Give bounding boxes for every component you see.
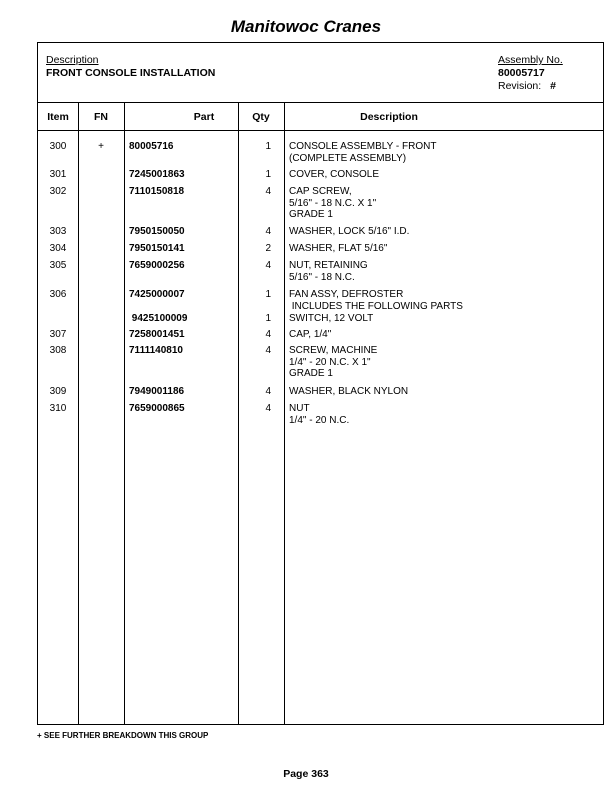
- part-description: WASHER, FLAT 5/16": [289, 243, 388, 254]
- part-number: 7110150818: [129, 186, 185, 197]
- part-number: 80005716: [129, 141, 174, 152]
- part-description: FAN ASSY, DEFROSTER INCLUDES THE FOLLOWING PARTS: [289, 289, 463, 312]
- column-header-part: Part: [193, 111, 215, 123]
- part-description: SWITCH, 12 VOLT: [289, 313, 374, 324]
- part-description: CONSOLE ASSEMBLY - FRONT (COMPLETE ASSEMBLY): [289, 141, 437, 164]
- item-number: 301: [49, 169, 67, 180]
- item-number: 307: [49, 329, 67, 340]
- item-number: 310: [49, 403, 67, 414]
- column-header-row: [38, 103, 603, 131]
- assembly-header: [38, 43, 603, 103]
- column-divider: [124, 103, 125, 724]
- revision-label: Revision:: [498, 80, 542, 92]
- footnote: + SEE FURTHER BREAKDOWN THIS GROUP: [37, 731, 209, 740]
- quantity: 4: [265, 260, 271, 271]
- column-header-qty: Qty: [252, 111, 270, 123]
- quantity: 1: [265, 169, 271, 180]
- column-header-description: Description: [360, 111, 418, 123]
- part-description: CAP, 1/4": [289, 329, 332, 340]
- item-number: 306: [49, 289, 67, 300]
- item-number: 304: [49, 243, 67, 254]
- part-description: NUT, RETAINING 5/16" - 18 N.C.: [289, 260, 368, 283]
- column-divider: [78, 103, 79, 724]
- quantity: 4: [265, 186, 271, 197]
- revision-value: #: [550, 80, 556, 92]
- part-number: 7425000007: [129, 289, 185, 300]
- part-description: COVER, CONSOLE: [289, 169, 380, 180]
- quantity: 2: [265, 243, 271, 254]
- part-description: WASHER, BLACK NYLON: [289, 386, 409, 397]
- quantity: 4: [265, 345, 271, 356]
- part-description: CAP SCREW, 5/16" - 18 N.C. X 1" GRADE 1: [289, 186, 377, 220]
- quantity: 4: [265, 226, 271, 237]
- column-header-fn: FN: [94, 111, 108, 123]
- quantity: 1: [265, 141, 271, 152]
- revision-line: [498, 80, 563, 93]
- part-number: 7659000865: [129, 403, 185, 414]
- item-number: 300: [49, 141, 67, 152]
- item-number: 302: [49, 186, 67, 197]
- quantity: 4: [265, 403, 271, 414]
- quantity: 1: [265, 289, 271, 300]
- part-number: 7950150050: [129, 226, 185, 237]
- assembly-number: 80005717: [498, 67, 545, 79]
- part-number: 7111140810: [129, 345, 183, 356]
- parts-list-frame: [37, 42, 604, 725]
- quantity: 1: [265, 313, 271, 324]
- item-number: 308: [49, 345, 67, 356]
- item-number: 303: [49, 226, 67, 237]
- column-header-item: Item: [47, 111, 69, 123]
- part-number: 7245001863: [129, 169, 185, 180]
- description-label: Description: [46, 54, 99, 66]
- part-number: 7950150141: [129, 243, 185, 254]
- fn-marker: +: [98, 141, 104, 152]
- part-number: 7659000256: [129, 260, 185, 271]
- assembly-label: Assembly No.: [498, 54, 563, 66]
- column-divider: [284, 103, 285, 724]
- item-number: 309: [49, 386, 67, 397]
- part-number: 7258001451: [129, 329, 185, 340]
- part-description: NUT 1/4" - 20 N.C.: [289, 403, 350, 426]
- quantity: 4: [265, 329, 271, 340]
- part-description: WASHER, LOCK 5/16" I.D.: [289, 226, 410, 237]
- item-number: 305: [49, 260, 67, 271]
- part-number: 9425100009: [129, 313, 188, 324]
- part-number: 7949001186: [129, 386, 185, 397]
- quantity: 4: [265, 386, 271, 397]
- page-number: Page 363: [283, 768, 329, 780]
- description-value: FRONT CONSOLE INSTALLATION: [46, 67, 216, 79]
- document-title: Manitowoc Cranes: [230, 17, 382, 36]
- part-description: SCREW, MACHINE 1/4" - 20 N.C. X 1" GRADE 1: [289, 345, 378, 379]
